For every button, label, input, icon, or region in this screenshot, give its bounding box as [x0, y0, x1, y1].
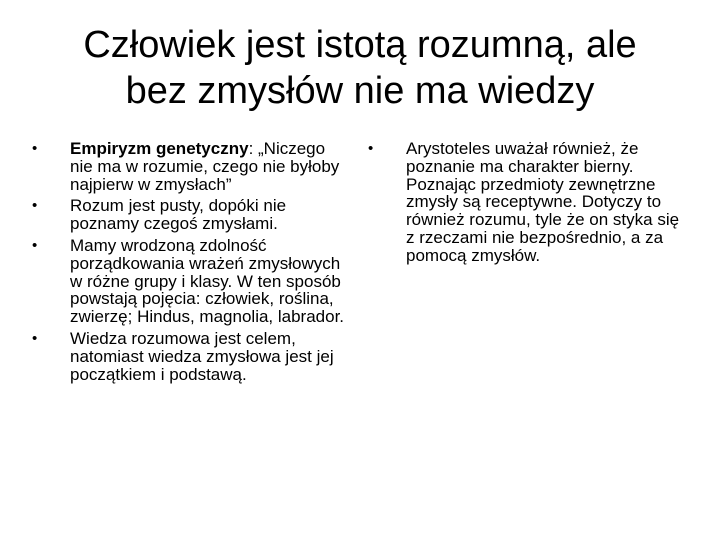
- bullet-icon: •: [32, 140, 38, 157]
- list-item-text: Wiedza rozumowa jest celem, natomiast wiedza zmysłowa jest jej początkiem i podstawą.: [70, 328, 334, 384]
- list-item-text: : „Niczego nie ma w rozumie, czego nie byłoby najpierw w zmysłach”: [70, 139, 340, 194]
- list-item-text: Rozum jest pusty, dopóki nie poznamy czegoś zmysłami.: [70, 196, 287, 234]
- left-column: [30, 140, 350, 387]
- left-bullet-list: [30, 140, 350, 383]
- bullet-icon: •: [32, 329, 38, 347]
- bullet-icon: •: [32, 236, 38, 254]
- title-line-2: bez zmysłów nie ma wiedzy: [125, 70, 595, 112]
- bullet-icon: •: [32, 197, 38, 215]
- right-bullet-list: [366, 140, 684, 265]
- list-item-bold-term: Empiryzm genetyczny: [70, 139, 249, 158]
- slide-title: [36, 22, 684, 114]
- bullet-icon: •: [368, 140, 374, 157]
- list-item-text: Arystoteles uważał również, że poznanie ma charakter bierny. Poznając przedmioty zewnętrzne zmysły są receptywne. Dotyczy to również rozumu, tyle że on styka się z rzeczami nie bezpośrednio, a za pomocą zmysłów.: [406, 139, 680, 265]
- list-item: [30, 140, 350, 193]
- list-item: [30, 237, 350, 326]
- list-item-text: Mamy wrodzoną zdolność porządkowania wrażeń zmysłowych w różne grupy i klasy. W ten sposób powstają pojęcia: człowiek, roślina, zwierzę; Hindus, magnolia, labrador.: [70, 235, 345, 327]
- title-line-1: Człowiek jest istotą rozumną, ale: [83, 24, 637, 66]
- right-column: [366, 140, 684, 269]
- list-item: [366, 140, 684, 265]
- list-item: [30, 330, 350, 383]
- list-item: [30, 197, 350, 233]
